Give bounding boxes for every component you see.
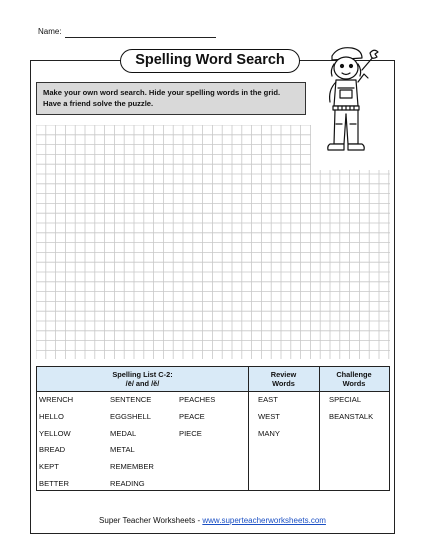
- word-search-grid[interactable]: [36, 125, 390, 359]
- word-challenge: BEANSTALK: [329, 411, 374, 421]
- instructions-box: Make your own word search. Hide your spelling words in the grid. Have a friend solve the puzzle.: [36, 82, 306, 115]
- word-spelling-col1: KEPT: [39, 462, 59, 472]
- word-spelling-col2: READING: [110, 479, 145, 488]
- word-spelling-col2: MEDAL: [110, 428, 137, 438]
- word-spelling-col1: BETTER: [39, 479, 69, 488]
- review-words-header: Review Words: [270, 370, 297, 388]
- word-spelling-col1: WRENCH: [39, 395, 74, 404]
- word-list-table: [36, 366, 390, 491]
- word-spelling-col2: SENTENCE: [110, 395, 152, 404]
- word-spelling-col2: REMEMBER: [110, 462, 154, 472]
- worksheet-title: Spelling Word Search: [120, 49, 300, 73]
- footer-text: Super Teacher Worksheets -: [99, 516, 203, 525]
- word-spelling-col3: PEACHES: [179, 395, 216, 404]
- name-label: Name:: [38, 27, 62, 36]
- challenge-words-header: Challenge Words: [336, 370, 372, 388]
- name-line[interactable]: [65, 37, 216, 38]
- word-spelling-col2: METAL: [110, 445, 135, 455]
- word-spelling-col1: HELLO: [39, 411, 64, 421]
- word-spelling-col2: EGGSHELL: [110, 411, 151, 421]
- footer: [0, 516, 425, 525]
- word-spelling-col1: BREAD: [39, 445, 66, 455]
- word-review: EAST: [258, 395, 278, 404]
- word-review: MANY: [258, 428, 280, 438]
- spelling-list-header: Spelling List C-2: /ē/ and /ě/: [112, 370, 173, 388]
- word-spelling-col1: YELLOW: [39, 428, 71, 438]
- word-review: WEST: [258, 411, 280, 421]
- word-spelling-col3: PEACE: [179, 411, 205, 421]
- footer-link[interactable]: www.superteacherworksheets.com: [202, 516, 326, 525]
- word-challenge: SPECIAL: [329, 395, 362, 404]
- word-spelling-col3: PIECE: [179, 428, 202, 438]
